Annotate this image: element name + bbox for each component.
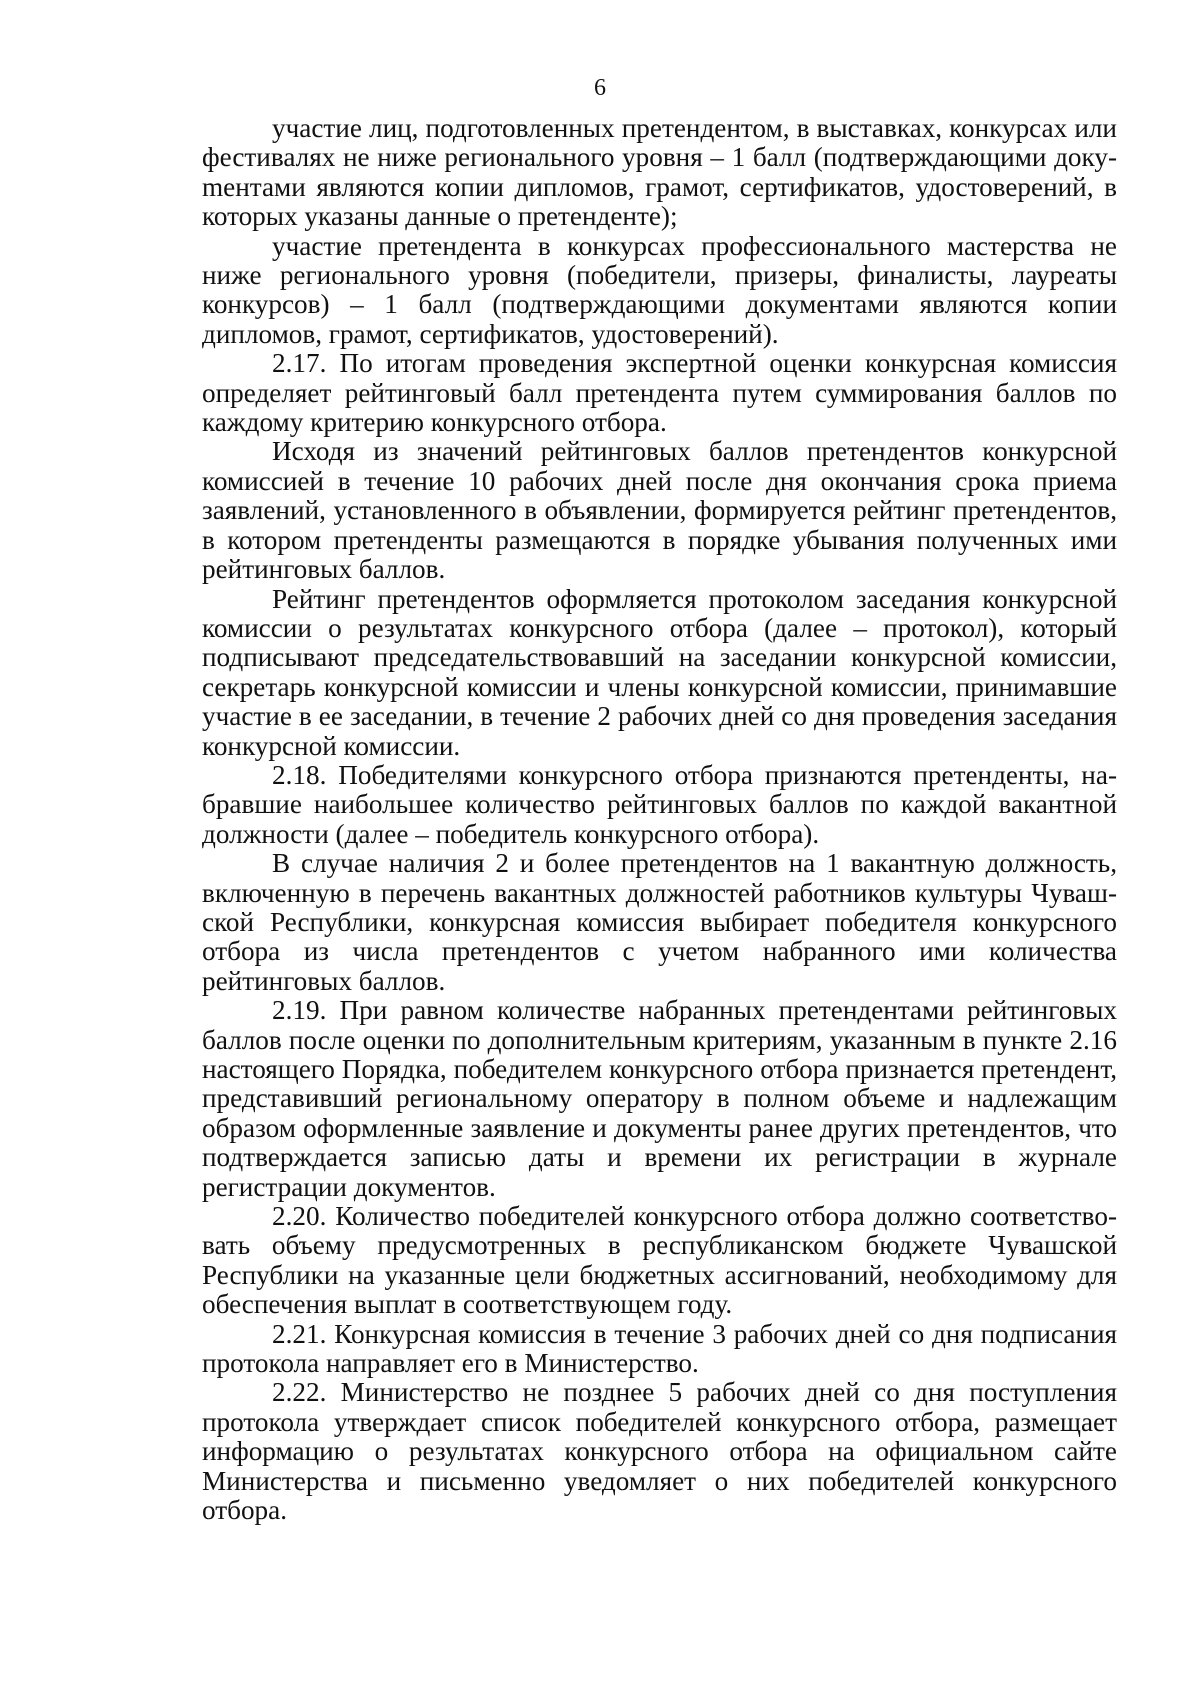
paragraph-2-22: 2.22. Министерство не позднее 5 рабочих дней со дня поступления протокола утверждает список победителей конкурсного отбора, размещает информацию о результатах конкурсного отбора на официальном сайте Министерства и письменно уведомляет о них победителей конкурсного отбора. [202,1377,1117,1526]
paragraph-2-20: 2.20. Количество победителей конкурсного отбора должно соответствовать объему предусмотренных в республиканском бюджете Чувашской Республики на указанные цели бюджетных ассигнований, необходимому для обеспечения выплат в соответствующем году. [202,1201,1117,1320]
paragraph-multiple-candidates: В случае наличия 2 и более претендентов на 1 вакантную должность, включенную в перечень вакантных должностей работников культуры Чувашской Республики, конкурсная комиссия выбирает победителя конкурсного отбора из числа претендентов с учетом набранного ими количества рейтинговых баллов. [202,848,1117,996]
paragraph-2-17: 2.17. По итогам проведения экспертной оценки конкурсная комиссия определяет рейтинговый балл претендента путем суммирования баллов по каждому критерию конкурсного отбора. [202,348,1117,438]
document-body [202,114,1117,1526]
paragraph-2-19: 2.19. При равном количестве набранных претендентами рейтинговых баллов после оценки по дополнительным критериям, указанным в пункте 2.16 настоящего Порядка, победителем конкурсного отбора признается претендент, представивший региональному оператору в полном объеме и надлежащим образом оформленные заявление и документы ранее других претендентов, что подтверждается записью даты и времени их регистрации в журнале регистрации документов. [202,995,1117,1202]
paragraph-rating-protocol: Рейтинг претендентов оформляется протоколом заседания конкурсной комиссии о результатах конкурсного отбора (далее – протокол), который подписывают председательствовавший на заседании конкурсной комиссии, секретарь конкурсной комиссии и члены конкурсной комиссии, принимавшие участие в ее заседании, в течение 2 рабочих дней со дня проведения заседания конкурсной комиссии. [202,583,1117,761]
page-number: 6 [594,75,606,101]
paragraph-2-21: 2.21. Конкурсная комиссия в течение 3 рабочих дней со дня подписания протокола направляет его в Министерство. [202,1318,1117,1379]
paragraph-2-18: 2.18. Победителями конкурсного отбора признаются претенденты, набравшие наибольшее количество рейтинговых баллов по каждой вакантной должности (далее – победитель конкурсного отбора). [202,759,1117,849]
paragraph-rating-formation: Исходя из значений рейтинговых баллов претендентов конкурсной комиссией в течение 10 рабочих дней после дня окончания срока приема заявлений, установленного в объявлении, формируется рейтинг претендентов, в котором претенденты размещаются в порядке убывания полученных ими рейтинговых баллов. [202,436,1117,585]
paragraph-criterion-professional-contests: участие претендента в конкурсах профессионального мастерства не ниже регионального уровня (победители, призеры, финалисты, лауреаты конкурсов) – 1 балл (подтверждающими документами являются копии дипломов, грамот, сертификатов, удостоверений). [202,230,1117,349]
paragraph-criterion-exhibitions: участие лиц, подготовленных претендентом, в выставках, конкурсах или фестивалях не ниже регионального уровня – 1 балл (подтверждающими докуmентами являются копии дипломов, грамот, сертификатов, удостоверений, в которых указаны данные о претенденте); [202,113,1117,232]
